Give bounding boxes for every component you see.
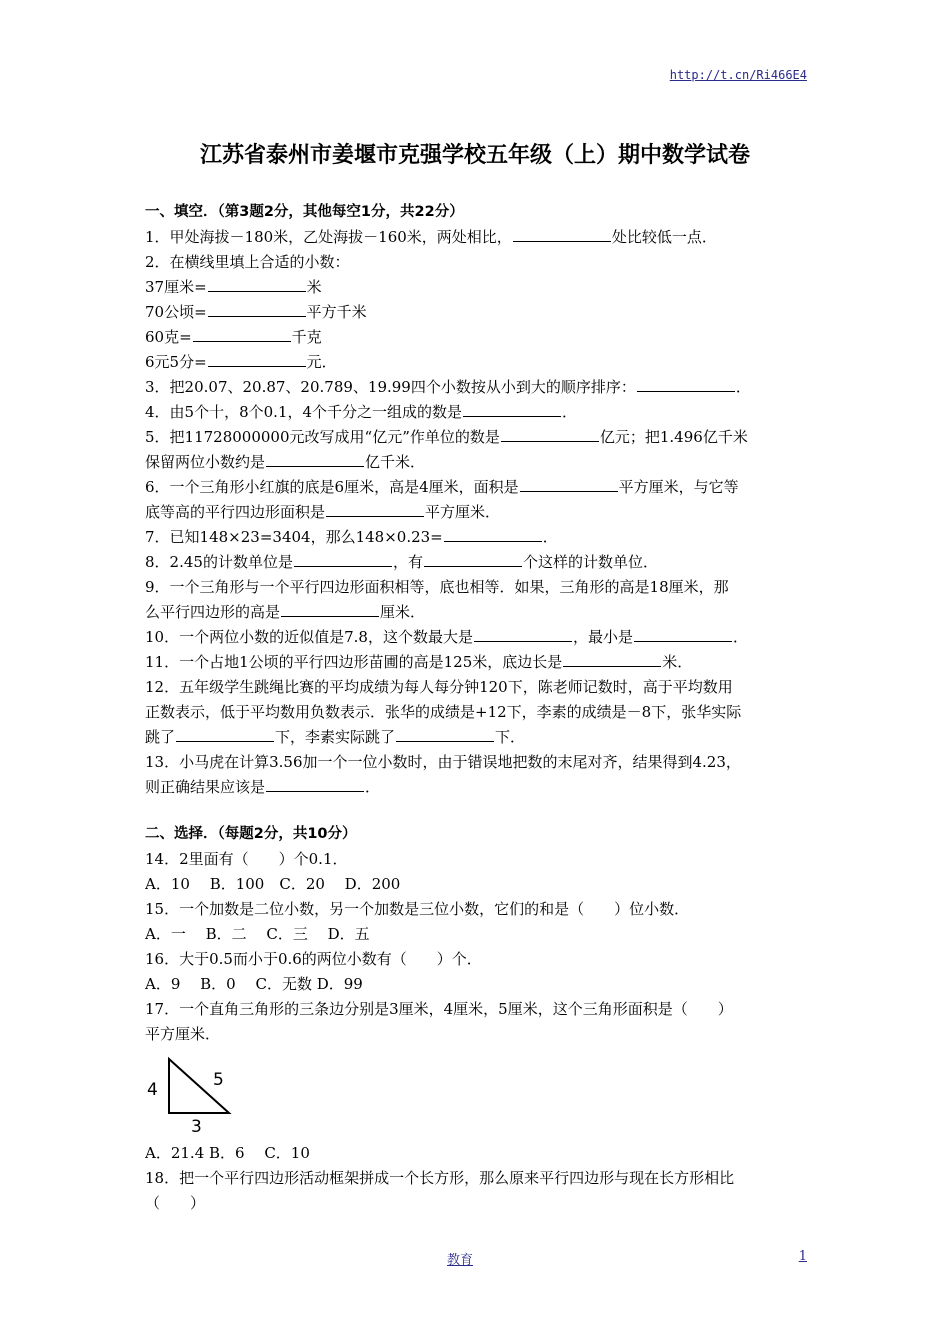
question-2-part-2: 70公顷= 平方千米 — [145, 303, 367, 321]
answer-blank[interactable] — [294, 551, 392, 567]
question-4: 4．由5个十，8个0.1，4个千分之一组成的数是 ． — [145, 403, 578, 421]
answer-blank[interactable] — [176, 726, 274, 742]
answer-blank[interactable] — [208, 276, 306, 292]
answer-blank[interactable] — [396, 726, 494, 742]
question-8: 8．2.45的计数单位是 ，有 个这样的计数单位． — [145, 553, 658, 571]
question-13: 13．小马虎在计算3.56加一个一位小数时，由于错误地把数的末尾对齐，结果得到4.23， — [145, 753, 741, 771]
question-11: 11．一个占地1公顷的平行四边形苗圃的高是125米，底边长是 米． — [145, 653, 693, 671]
answer-blank[interactable] — [444, 526, 542, 542]
question-2-part-4: 6元5分= 元． — [145, 353, 337, 371]
page-number: 1 — [798, 1249, 807, 1264]
right-triangle-diagram — [145, 1055, 235, 1135]
question-12-cont: 正数表示，低于平均数用负数表示．张华的成绩是+12下，李素的成绩是－8下，张华实际 — [145, 703, 742, 721]
document-body — [145, 200, 810, 1216]
header-link[interactable]: http://t.cn/Ri466E4 — [669, 68, 807, 82]
question-16-options: A．9 B．0 C．无数 D．99 — [145, 975, 363, 993]
question-10: 10．一个两位小数的近似值是7.8，这个数最大是 ，最小是 ． — [145, 628, 748, 646]
footer-label[interactable]: 教育 — [447, 1253, 474, 1268]
answer-blank[interactable] — [501, 426, 599, 442]
page-title: 江苏省泰州市姜堰市克强学校五年级（上）期中数学试卷 — [199, 143, 750, 168]
question-13-cont: 则正确结果应该是 ． — [145, 778, 381, 796]
question-9: 9．一个三角形与一个平行四边形面积相等，底也相等．如果，三角形的高是18厘米，那 — [145, 578, 729, 596]
question-12: 12．五年级学生跳绳比赛的平均成绩为每人每分钟120下，陈老师记数时，高于平均数用 — [145, 678, 733, 696]
answer-blank[interactable] — [281, 601, 379, 617]
question-14: 14．2里面有（ ）个0.1． — [145, 850, 348, 868]
question-6: 6．一个三角形小红旗的底是6厘米，高是4厘米，面积是 平方厘米，与它等 — [145, 478, 739, 496]
answer-blank[interactable] — [193, 326, 291, 342]
question-17-options: A．21.4 B．6 C．10 — [145, 1144, 310, 1162]
question-1: 1．甲处海拔－180米，乙处海拔－160米，两处相比， 处比较低一点． — [145, 228, 717, 246]
answer-blank[interactable] — [266, 451, 364, 467]
question-17-cont: 平方厘米． — [145, 1025, 221, 1043]
triangle-side-hypotenuse: 5 — [213, 1070, 224, 1090]
answer-blank[interactable] — [266, 776, 364, 792]
question-12-cont-2: 跳了 下，李素实际跳了 下． — [145, 728, 526, 746]
section-heading-fill-in: 一、填空．（第3题2分，其他每空1分，共22分） — [145, 204, 464, 220]
question-18: 18．把一个平行四边形活动框架拼成一个长方形，那么原来平行四边形与现在长方形相比 — [145, 1169, 735, 1187]
question-5: 5．把11728000000元改写成用“亿元”作单位的数是 亿元；把1.496亿千米 — [145, 428, 748, 446]
question-15: 15．一个加数是二位小数，另一个加数是三位小数，它们的和是（ ）位小数． — [145, 900, 690, 918]
answer-blank[interactable] — [208, 301, 306, 317]
answer-blank[interactable] — [563, 651, 661, 667]
question-14-options: A．10 B．100 C．20 D．200 — [145, 875, 401, 893]
question-3: 3．把20.07、20.87、20.789、19.99四个小数按从小到大的顺序排序： ． — [145, 378, 751, 396]
answer-blank[interactable] — [474, 626, 572, 642]
question-2: 2．在横线里填上合适的小数： — [145, 253, 350, 271]
question-16: 16．大于0.5而小于0.6的两位小数有（ ）个． — [145, 950, 482, 968]
question-6-cont: 底等高的平行四边形面积是 平方厘米． — [145, 503, 501, 521]
answer-blank[interactable] — [637, 376, 735, 392]
right-triangle-figure — [145, 1055, 810, 1135]
triangle-side-bottom: 3 — [191, 1117, 202, 1135]
answer-blank[interactable] — [424, 551, 522, 567]
question-9-cont: 么平行四边形的高是 厘米． — [145, 603, 426, 621]
answer-blank[interactable] — [513, 226, 611, 242]
answer-blank[interactable] — [520, 476, 618, 492]
question-2-part-3: 60克= 千克 — [145, 328, 322, 346]
question-5-cont: 保留两位小数约是 亿千米． — [145, 453, 426, 471]
question-15-options: A．一 B．二 C．三 D．五 — [145, 925, 370, 943]
answer-blank[interactable] — [326, 501, 424, 517]
question-17: 17．一个直角三角形的三条边分别是3厘米，4厘米，5厘米，这个三角形面积是（ ） — [145, 1000, 733, 1018]
question-2-part-1: 37厘米= 米 — [145, 278, 322, 296]
answer-blank[interactable] — [463, 401, 561, 417]
question-18-cont: （ ） — [145, 1194, 206, 1212]
answer-blank[interactable] — [634, 626, 732, 642]
question-7: 7．已知148×23=3404，那么148×0.23= ． — [145, 528, 558, 546]
triangle-side-left: 4 — [147, 1080, 158, 1100]
answer-blank[interactable] — [208, 351, 306, 367]
section-heading-choice: 二、选择．（每题2分，共10分） — [145, 826, 357, 842]
